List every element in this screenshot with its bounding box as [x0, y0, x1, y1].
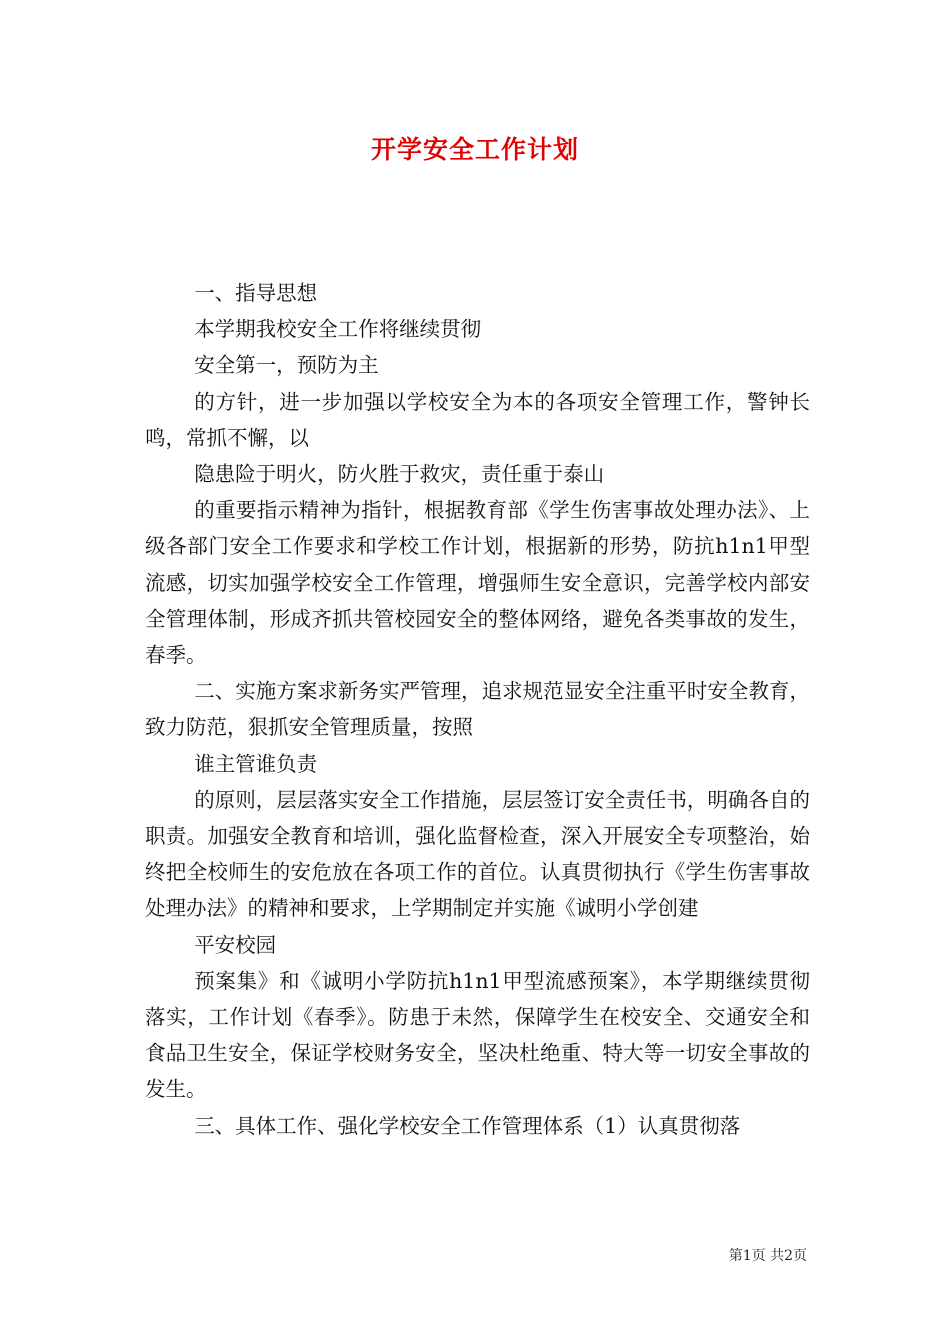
paragraph: 谁主管谁负责 — [194, 751, 318, 776]
paragraph: 隐患险于明火，防火胜于救灾，责任重于泰山 — [194, 462, 605, 487]
section-heading-guiding-thought: 一、指导思想 — [194, 281, 318, 305]
page-title: 开学安全工作计划 — [370, 135, 579, 164]
paragraph: 预案集》和《诚明小学防抗h1n1甲型流感预案》，本学期继续贯彻落实，工作计划《春季》。防患于未然，保障学生在校安全、交通安全和食品卫生安全，保证学校财务安全，坚决杜绝重、特大等一切安全事故的发生。 — [145, 968, 810, 1102]
page-number: 第1页 共2页 — [728, 1248, 807, 1264]
page-footer — [729, 1246, 807, 1266]
paragraph: 平安校园 — [194, 932, 277, 957]
document-body — [145, 275, 810, 1144]
paragraph: 本学期我校安全工作将继续贯彻 — [194, 317, 482, 342]
section-heading-specific-work: 三、具体工作、强化学校安全工作管理体系（1）认真贯彻落 — [194, 1113, 741, 1138]
paragraph: 安全第一，预防为主 — [194, 353, 379, 378]
paragraph: 的重要指示精神为指针，根据教育部《学生伤害事故处理办法》、上级各部门安全工作要求和学校工作计划，根据新的形势，防抗h1n1甲型流感，切实加强学校安全工作管理，增强师生安全意识，完善学校内部安全管理体制，形成齐抓共管校园安全的整体网络，避免各类事故的发生，春季。 — [145, 498, 810, 668]
paragraph: 的方针，进一步加强以学校安全为本的各项安全管理工作，警钟长鸣，常抓不懈，以 — [145, 389, 810, 450]
paragraph: 的原则，层层落实安全工作措施，层层签订安全责任书，明确各自的职责。加强安全教育和培训，强化监督检查，深入开展安全专项整治，始终把全校师生的安危放在各项工作的首位。认真贯彻执行《学生伤害事故处理办法》的精神和要求，上学期制定并实施《诚明小学创建 — [145, 787, 810, 921]
section-heading-implementation: 二、实施方案求新务实严管理，追求规范显安全注重平时安全教育，致力防范，狠抓安全管理质量，按照 — [145, 679, 810, 740]
